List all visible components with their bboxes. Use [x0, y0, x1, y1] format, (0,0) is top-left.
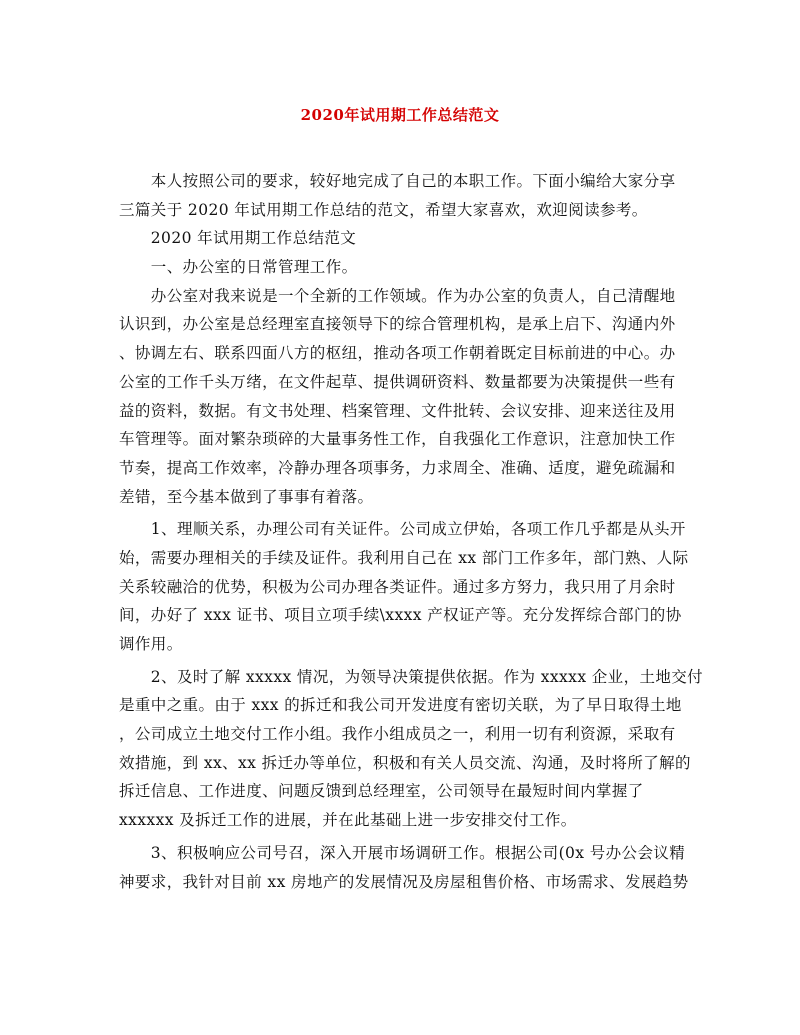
- document-title: 2020年试用期工作总结范文: [300, 106, 500, 124]
- text-line: 调作用。: [119, 635, 183, 653]
- text-line: 公室的工作千头万绪，在文件起草、提供调研资料、数量都要为决策提供一些有: [119, 372, 676, 391]
- text-line: 办公室对我来说是一个全新的工作领域。作为办公室的负责人，自己清醒地: [119, 286, 676, 305]
- text-line: 一、办公室的日常管理工作。: [119, 258, 358, 277]
- text-line: 2020 年试用期工作总结范文: [119, 229, 357, 248]
- text-line: 神要求，我针对目前 xx 房地产的发展情况及房屋租售价格、市场需求、发展趋势: [119, 872, 689, 891]
- text-line: 拆迁信息、工作进度、问题反馈到总经理室，公司领导在最短时间内掌握了: [119, 782, 644, 801]
- text-line: 始，需要办理相关的手续及证件。我利用自己在 xx 部门工作多年，部门熟、人际: [119, 548, 689, 567]
- text-line: 1、理顺关系，办理公司有关证件。公司成立伊始，各项工作几乎都是从头开: [119, 520, 686, 539]
- text-line: 间，办好了 xxx 证书、项目立项手续\xxxx 产权证产等。充分发挥综合部门的协: [119, 606, 682, 625]
- text-line: 是重中之重。由于 xxx 的拆迁和我公司开发进度有密切关联，为了早日取得土地: [119, 696, 682, 715]
- text-line: 2、及时了解 xxxxx 情况，为领导决策提供依据。作为 xxxxx 企业，土地交付: [119, 667, 704, 686]
- text-line: 本人按照公司的要求，较好地完成了自己的本职工作。下面小编给大家分享: [119, 172, 676, 190]
- text-line: ，公司成立土地交付工作小组。我作小组成员之一，利用一切有利资源，采取有: [119, 725, 676, 744]
- text-line: 、协调左右、联系四面八方的枢纽，推动各项工作朝着既定目标前进的中心。办: [119, 344, 676, 363]
- text-line: 节奏，提高工作效率，冷静办理各项事务，力求周全、准确、适度，避免疏漏和: [119, 458, 676, 477]
- document-body: [119, 167, 704, 896]
- text-line: 三篇关于 2020 年试用期工作总结的范文，希望大家喜欢，欢迎阅读参考。: [119, 200, 648, 219]
- text-line: 认识到，办公室是总经理室直接领导下的综合管理机构，是承上启下、沟通内外: [119, 315, 676, 334]
- text-line: xxxxxx 及拆迁工作的进展，并在此基础上进一步安排交付工作。: [119, 811, 577, 830]
- text-line: 关系较融洽的优势，积极为公司办理各类证件。通过多方努力，我只用了月余时: [119, 577, 676, 596]
- text-line: 3、积极响应公司号召，深入开展市场调研工作。根据公司(0x 号办公会议精: [119, 843, 686, 862]
- text-line: 差错，至今基本做到了事事有着落。: [119, 487, 374, 506]
- text-line: 效措施，到 xx、xx 拆迁办等单位，积极和有关人员交流、沟通，及时将所了解的: [119, 753, 691, 772]
- text-line: 益的资料，数据。有文书处理、档案管理、文件批转、会议安排、迎来送往及用: [119, 401, 676, 420]
- text-line: 车管理等。面对繁杂琐碎的大量事务性工作，自我强化工作意识，注意加快工作: [119, 430, 676, 449]
